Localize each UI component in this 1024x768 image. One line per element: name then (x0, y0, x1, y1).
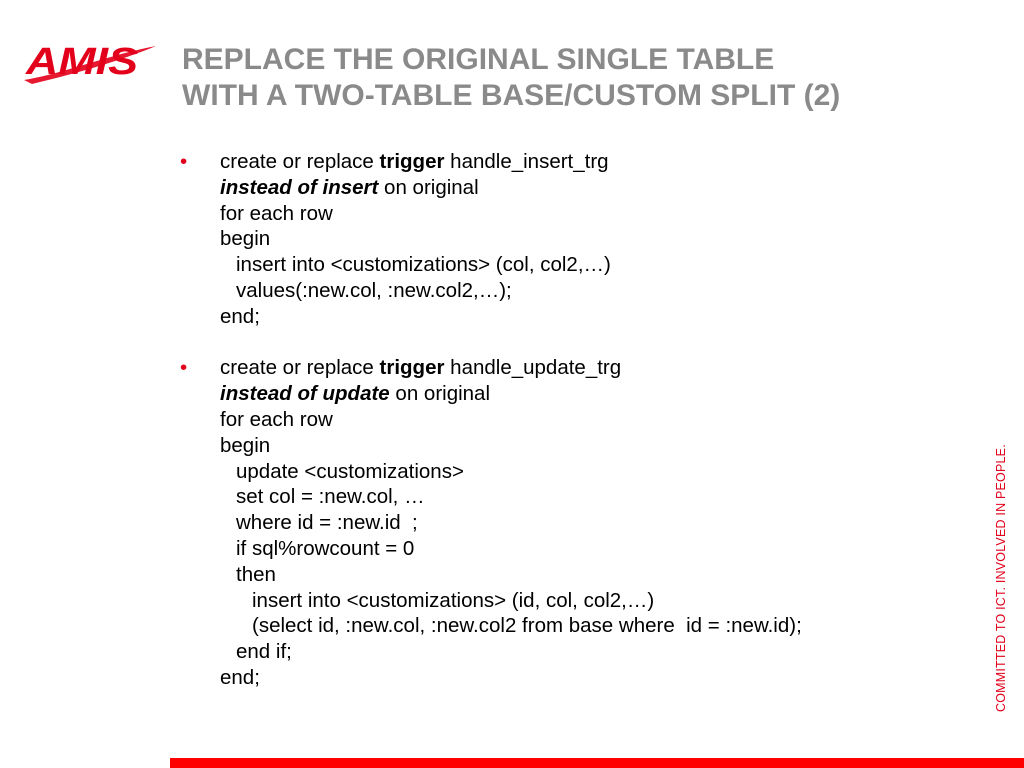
company-tagline: COMMITTED TO ICT. INVOLVED IN PEOPLE. (994, 444, 1008, 712)
bottom-accent-bar (170, 758, 1024, 768)
code-line: set col = :new.col, … (236, 485, 425, 509)
code-line: instead of insert on original (220, 175, 479, 199)
code-line: begin (220, 433, 271, 457)
slide-title (182, 42, 1002, 114)
logo-text: AMIS (24, 41, 138, 83)
title-line-2: WITH A TWO-TABLE BASE/CUSTOM SPLIT (2) (182, 79, 841, 112)
keyword-trigger: trigger (379, 150, 445, 173)
keyword-instead-of-insert: instead of insert (220, 175, 379, 199)
code-line: create or replace trigger handle_update_trg (220, 356, 622, 380)
bullet-marker: • (180, 356, 188, 380)
code-line: if sql%rowcount = 0 (236, 536, 415, 560)
code-line: for each row (220, 201, 333, 225)
code-line: instead of update on original (220, 382, 491, 406)
code-line: end; (220, 665, 260, 689)
code-line: create or replace trigger handle_insert_trg (220, 150, 609, 173)
bullet-insert-trigger (180, 149, 980, 330)
code-line: then (236, 562, 276, 586)
bullet-update-trigger (180, 355, 980, 690)
keyword-instead-of-update: instead of update (220, 382, 390, 406)
code-line: update <customizations> (236, 459, 464, 483)
title-line-1: REPLACE THE ORIGINAL SINGLE TABLE (182, 43, 775, 76)
code-line: insert into <customizations> (col, col2,…) (236, 253, 611, 277)
code-line: begin (220, 227, 271, 251)
slide-content (180, 149, 980, 717)
code-line: values(:new.col, :new.col2,…); (236, 278, 512, 302)
keyword-trigger: trigger (379, 356, 445, 380)
code-line: where id = :new.id ; (236, 511, 418, 535)
amis-logo (22, 34, 158, 86)
code-line: (select id, :new.col, :new.col2 from base where id = :new.id); (252, 614, 802, 638)
code-line: insert into <customizations> (id, col, col2,…) (252, 588, 655, 612)
code-line: end if; (236, 640, 292, 664)
code-line: end; (220, 304, 260, 328)
bullet-marker: • (180, 150, 188, 173)
code-line: for each row (220, 407, 333, 431)
